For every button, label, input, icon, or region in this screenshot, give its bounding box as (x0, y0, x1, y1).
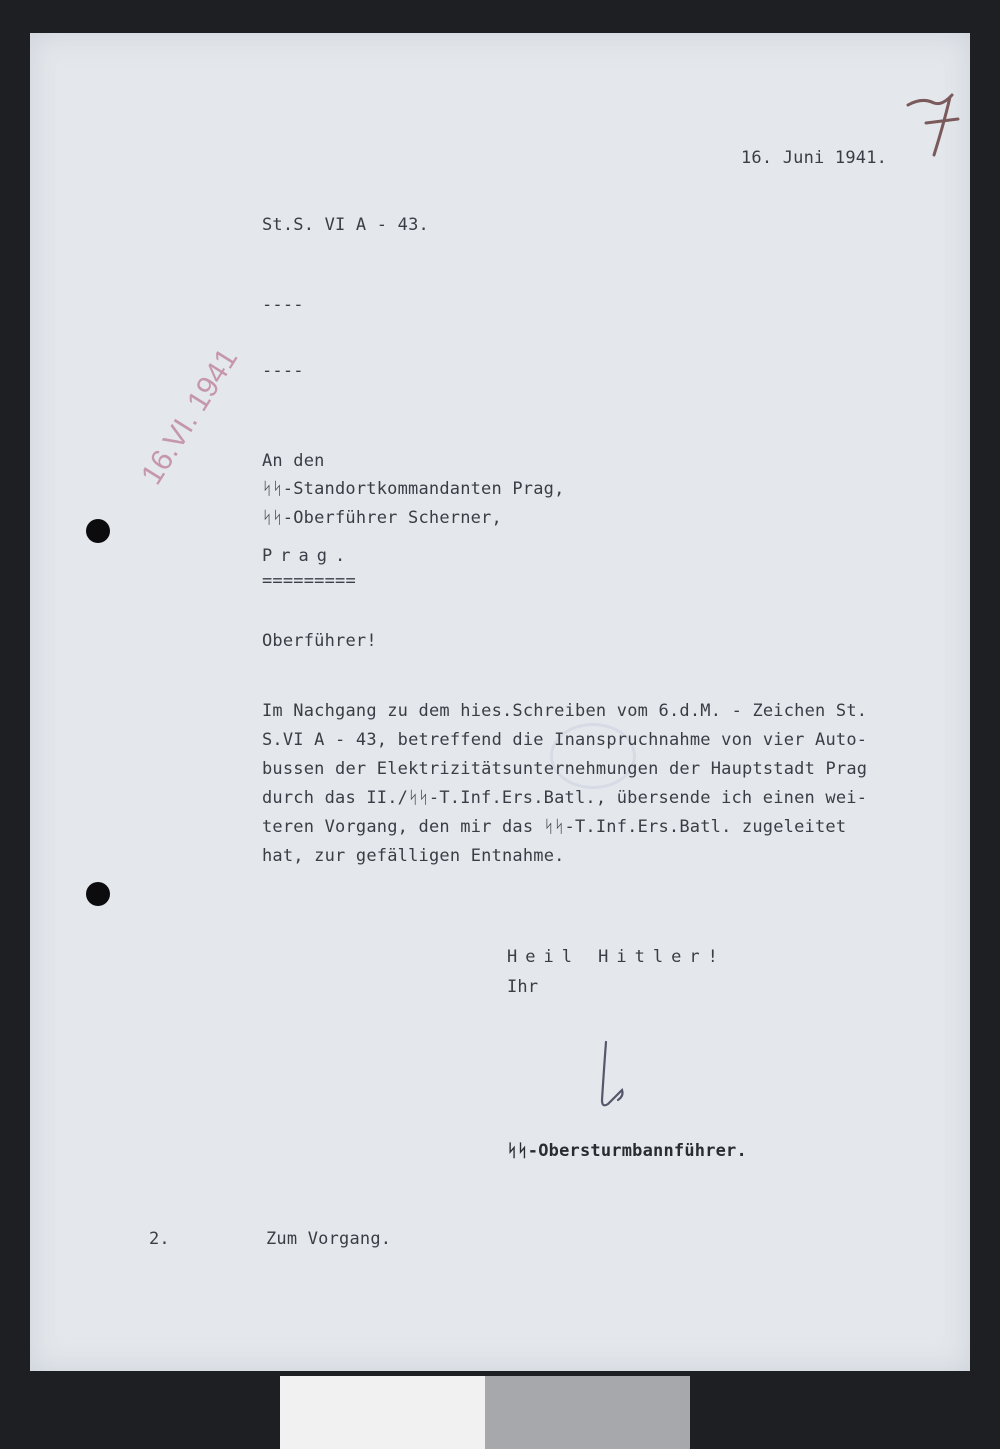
handwritten-folio-mark (900, 83, 970, 163)
address-line-3: ᛋᛋ-Oberführer Scherner, (262, 508, 502, 528)
address-line-2: ᛋᛋ-Standortkommandanten Prag, (262, 479, 565, 499)
footnote-number: 2. (149, 1229, 170, 1249)
punch-hole-top (86, 519, 110, 543)
separator-line-1: ---- (262, 295, 304, 315)
body-line: durch das II./ᛋᛋ-T.Inf.Ers.Batl., übersende ich einen wei- (262, 788, 868, 808)
handwritten-signature (590, 1038, 640, 1118)
separator-line-2: ---- (262, 361, 304, 381)
calibration-strip-white (280, 1376, 485, 1449)
received-date-stamp: 16.VI. 1941 (135, 342, 245, 491)
body-line: bussen der Elektrizitätsunternehmungen der Hauptstadt Prag (262, 759, 868, 779)
reference-number: St.S. VI A - 43. (262, 215, 429, 235)
body-line: teren Vorgang, den mir das ᛋᛋ-T.Inf.Ers.Batl. zugeleitet (262, 817, 847, 837)
closing-ihr: Ihr (507, 977, 539, 997)
footnote-text: Zum Vorgang. (266, 1229, 392, 1249)
body-line: hat, zur gefälligen Entnahme. (262, 846, 565, 866)
body-line: S.VI A - 43, betreffend die Inanspruchnahme von vier Auto- (262, 730, 868, 750)
calibration-strip-gray (485, 1376, 690, 1449)
letter-date: 16. Juni 1941. (741, 148, 888, 168)
salutation: Oberführer! (262, 631, 377, 651)
punch-hole-bottom (86, 882, 110, 906)
address-city: Prag. (262, 546, 354, 566)
signature-title: ᛋᛋ-Obersturmbannführer. (507, 1141, 747, 1161)
address-line-1: An den (262, 451, 325, 471)
paper-sheet (30, 33, 970, 1371)
address-underline: ========= (262, 571, 356, 591)
closing-greeting: Heil Hitler! (507, 947, 726, 967)
body-line: Im Nachgang zu dem hies.Schreiben vom 6.d.M. - Zeichen St. (262, 701, 868, 721)
